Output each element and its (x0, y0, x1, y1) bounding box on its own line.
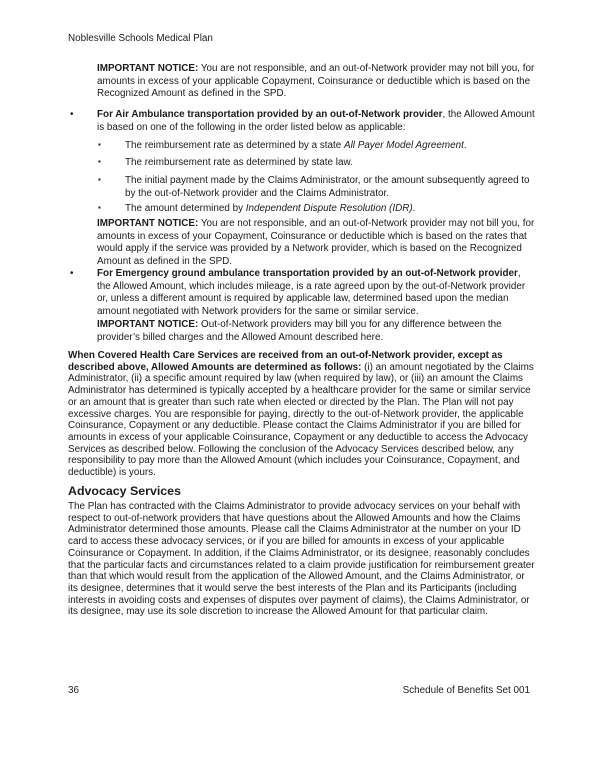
bullet-rest-text: , the Allowed Amount, which includes mileage, is a rate agreed upon by the out-of-Network provider or, unless a different amount is required by applicable law, determined based upon the median amount negotiated with Network providers for the same or similar service. (97, 268, 526, 317)
sub-bullet-text (125, 203, 535, 216)
bullet-icon: • (70, 268, 74, 279)
notice-label: IMPORTANT NOTICE: (97, 319, 199, 330)
sub-bullet-italic: Independent Dispute Resolution (IDR) (245, 203, 413, 214)
advocacy-services-heading (68, 484, 535, 498)
bullet-item-ground-ambulance (68, 268, 535, 318)
bullet-bold-text: For Emergency ground ambulance transportation provided by an out-of-Network provider (97, 268, 518, 279)
heading-text: Advocacy Services (68, 484, 181, 498)
sub-bullet-state-law (97, 157, 535, 170)
important-notice-air-after (97, 218, 535, 268)
bullet-bold-text: For Air Ambulance transportation provided by an out-of-Network provider (97, 109, 443, 120)
advocacy-services-paragraph (68, 501, 535, 618)
square-bullet-icon: ▪ (98, 157, 101, 166)
square-bullet-icon: ▪ (98, 140, 101, 149)
bullet-rest-text: , the Allowed Amount is based on one of the following in the order listed below as applicable: (97, 109, 535, 133)
sub-bullet-post: . (463, 140, 467, 151)
sub-bullet-pre: The reimbursement rate as determined by a state (125, 140, 345, 151)
notice-text: You are not responsible, and an out-of-Network provider may not bill you, for amounts in excess of your Copayment, Coinsurance or deductible which is based on the rates that would apply if the service was provided by a Network provider, which is based on the Recognized Amount as defined in the SPD. (97, 218, 535, 267)
sub-bullet-idr (97, 203, 535, 216)
bullet-text (97, 268, 535, 318)
notice-label: IMPORTANT NOTICE: (97, 218, 199, 229)
important-notice-air-intro (97, 63, 535, 101)
sub-bullet-pre: The reimbursement rate as determined by state law. (125, 157, 353, 168)
bullet-item-air-ambulance (68, 109, 535, 134)
sub-bullet-pre: The amount determined by (125, 203, 246, 214)
page-header (68, 33, 213, 46)
sub-bullet-pre: The initial payment made by the Claims Administrator, or the amount subsequently agreed to by the out-of-Network provider and the Claims Administrator. (125, 175, 530, 199)
footer-document-label: Schedule of Benefits Set 001 (402, 685, 530, 696)
square-bullet-icon: ▪ (98, 175, 101, 184)
square-bullet-icon: ▪ (98, 203, 101, 212)
paragraph-text: The Plan has contracted with the Claims Administrator to provide advocacy services on your behalf with respect to out-of-network providers that have questions about the Allowed Amounts and how the Claims Administrator determined those amounts. Please call the Claims Administrator at the number on your ID card to access these advocacy services, or if you are billed for amounts in excess of your applicable Coinsurance or Copayment. In addition, if the Claims Administrator, or its designee, reasonably concludes that the particular facts and circumstances related to a claim provide justification for reimbursement greater than that which would result from the application of the Allowed Amount, and the Claims Administrator, or its designee, determines that it would serve the best interests of the Plan and its Participants (including interests in avoiding costs and expenses of disputes over payment of claims), the Claims Administrator, or its designee, may use its sole discretion to increase the Allowed Amount for that particular claim. (68, 501, 535, 618)
sub-bullet-text (125, 157, 535, 170)
sub-bullet-all-payer (97, 140, 535, 153)
paragraph-rest-text: (i) an amount negotiated by the Claims Administrator, (ii) a specific amount required by law (when required by law), or (iii) an amount the Claims Administrator has determined is typically accepted by a healthcare provider for the same or similar service or an amount that is greater than such rate when elected or directed by the Plan. The Plan will not pay excessive charges. You are responsible for paying, directly to the out-of-Network provider, the applicable Coinsurance, Copayment or any deductible. Please contact the Claims Administrator if you are billed for amounts in excess of your applicable Coinsurance, Copayment or any deductible to access the Advocacy Services as described below. Following the conclusion of the Advocacy Services described below, any responsibility to pay more than the Allowed Amount (which includes your Coinsurance, Copayment, and deductible) is yours. (68, 361, 534, 479)
sub-bullet-italic: All Payer Model Agreement (344, 140, 464, 151)
document-title: Noblesville Schools Medical Plan (68, 33, 213, 44)
sub-bullet-text (125, 140, 535, 153)
notice-text: You are not responsible, and an out-of-Network provider may not bill you, for amounts in excess of your applicable Copayment, Coinsurance or deductible which is based on the Recognized Amount as defined in the SPD. (97, 63, 535, 100)
notice-text: Out-of-Network providers may bill you for any difference between the provider’s billed charges and the Allowed Amount described here. (97, 319, 502, 343)
notice-label: IMPORTANT NOTICE: (97, 63, 199, 74)
bullet-text (97, 109, 535, 134)
page-number: 36 (68, 685, 79, 696)
sub-bullet-post: . (412, 203, 416, 214)
sub-bullet-text (125, 175, 535, 200)
sub-bullet-initial-payment (97, 175, 535, 200)
allowed-amounts-paragraph (68, 350, 535, 479)
bullet-icon: • (70, 109, 74, 120)
paragraph-bold-text: When Covered Health Care Services are received from an out-of-Network provider, except as described above, Allowed Amounts are determined as follows: (68, 350, 503, 373)
important-notice-ground-after (97, 319, 535, 344)
page-footer (68, 685, 530, 698)
